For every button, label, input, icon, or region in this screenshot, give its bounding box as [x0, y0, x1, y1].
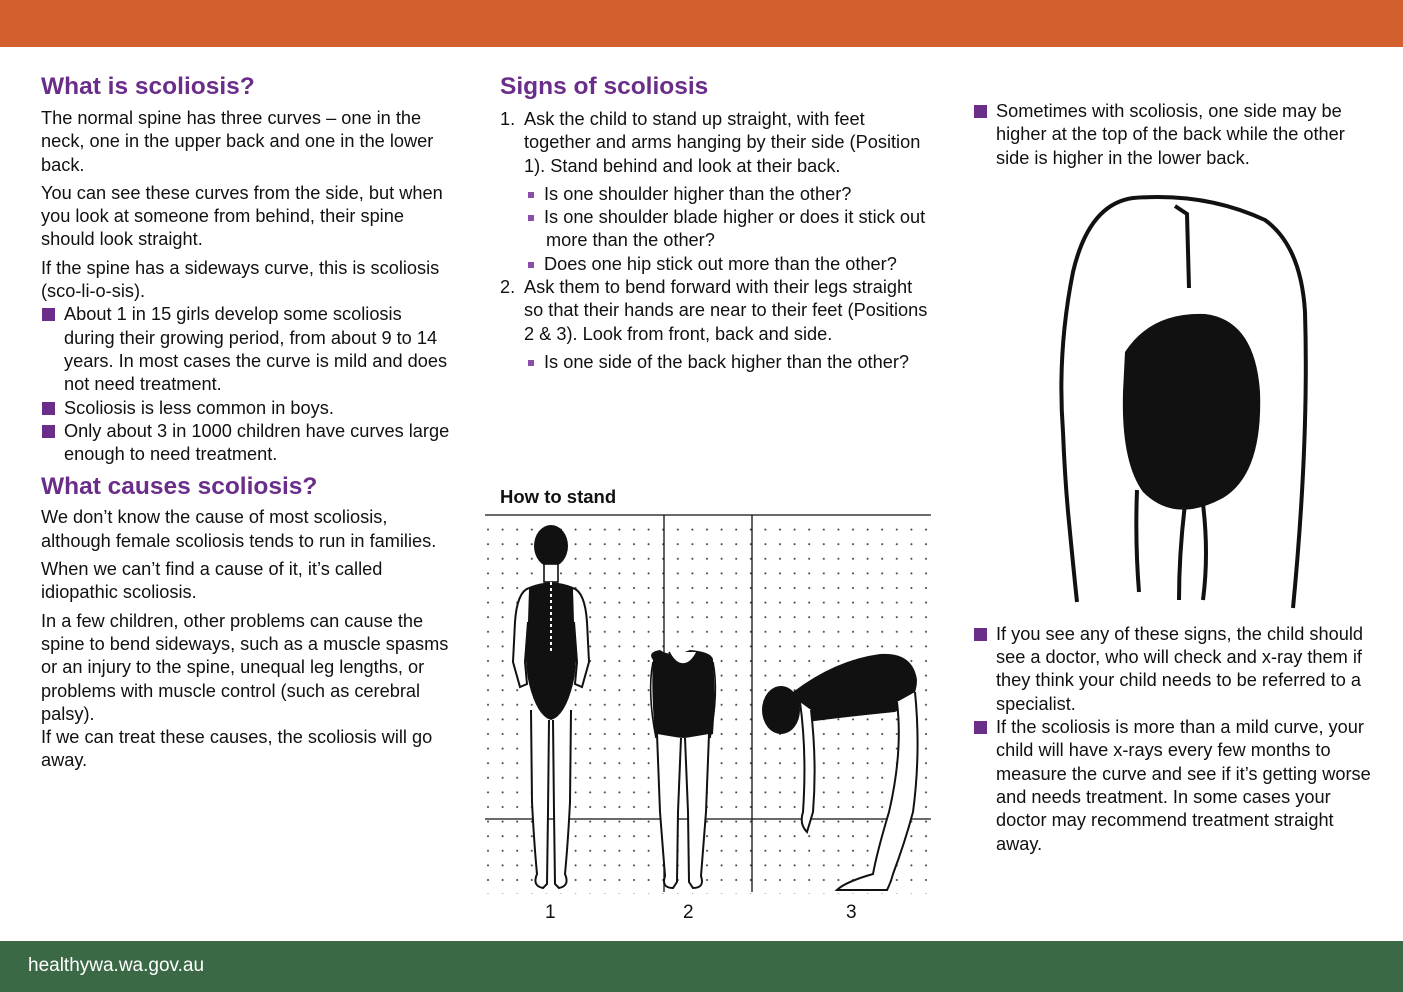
uneven-back-list — [973, 100, 1373, 170]
check-item: Is one shoulder blade higher or does it stick out more than the other? — [524, 206, 930, 253]
middle-column — [500, 72, 930, 374]
list-item: Scoliosis is less common in boys. — [41, 397, 451, 420]
check-item: Does one hip stick out more than the other? — [524, 253, 930, 276]
list-item: If the scoliosis is more than a mild curve, your child will have x-rays every few months to measure the curve and see if it’s getting worse and needs treatment. In some cases your doctor may recommend treatment straight away. — [973, 716, 1373, 856]
signs-steps-list — [500, 108, 930, 374]
top-color-bar — [0, 0, 1403, 47]
paragraph-sideways-curve: If the spine has a sideways curve, this is scoliosis (sco-li-o-sis). — [41, 257, 440, 302]
step-number: 1. — [500, 109, 516, 129]
next-steps-list — [973, 623, 1373, 856]
list-item: Only about 3 in 1000 children have curves large enough to need treatment. — [41, 420, 451, 467]
step-checks-list — [524, 183, 930, 276]
position-label-2: 2 — [683, 902, 694, 923]
step-text: Ask the child to stand up straight, with feet together and arms hanging by their side (Position 1). Stand behind and look at their back. — [524, 109, 921, 176]
list-item: If you see any of these signs, the child should see a doctor, who will check and x-ray them if they think your child needs to be referred to a specialist. — [973, 623, 1373, 716]
figure-title-how-to-stand: How to stand — [500, 486, 617, 507]
position-label-1: 1 — [545, 902, 556, 923]
position-label-3: 3 — [846, 902, 857, 923]
heading-what-causes-scoliosis: What causes scoliosis? — [41, 473, 318, 501]
footer-website-link[interactable]: healthywa.wa.gov.au — [28, 955, 205, 976]
bent-back-illustration — [1055, 192, 1315, 612]
check-item: Is one side of the back higher than the other? — [524, 351, 930, 374]
paragraph-normal-spine: The normal spine has three curves – one in the neck, one in the upper back and one in the lower back. — [41, 108, 434, 175]
step-checks-list — [524, 351, 930, 374]
step-item — [500, 108, 930, 276]
step-text: Ask them to bend forward with their legs straight so that their hands are near to their feet (Positions 2 & 3). Look from front, back and side. — [524, 277, 928, 344]
paragraph-treat-causes: If we can treat these causes, the scoliosis will go away. — [41, 727, 433, 771]
heading-what-is-scoliosis: What is scoliosis? — [41, 73, 255, 100]
paragraph-curves-from-side: You can see these curves from the side, but when you look at someone from behind, their spine should look straight. — [41, 182, 443, 250]
list-item: Sometimes with scoliosis, one side may be higher at the top of the back while the other side is higher in the lower back. — [973, 100, 1373, 170]
left-column — [41, 72, 451, 773]
list-item: About 1 in 15 girls develop some scoliosis during their growing period, from about 9 to 14 years. In most cases the curve is mild and does not need treatment. — [41, 303, 451, 396]
standing-positions-figure — [485, 512, 931, 894]
paragraph-other-problems: In a few children, other problems can cause the spine to bend sideways, such as a muscle spasms or an injury to the spine, unequal leg lengths, or problems with muscle control (such as cerebral palsy). — [41, 610, 449, 724]
paragraph-idiopathic: When we can’t find a cause of it, it’s called idiopathic scoliosis. — [41, 559, 383, 603]
paragraph-unknown-cause: We don’t know the cause of most scoliosis, although female scoliosis tends to run in families. — [41, 507, 437, 551]
heading-signs-of-scoliosis: Signs of scoliosis — [500, 73, 709, 100]
check-item: Is one shoulder higher than the other? — [524, 183, 930, 206]
footer-bar — [0, 941, 1403, 992]
step-number: 2. — [500, 277, 516, 298]
scoliosis-facts-list — [41, 303, 451, 466]
step-item — [500, 276, 930, 374]
